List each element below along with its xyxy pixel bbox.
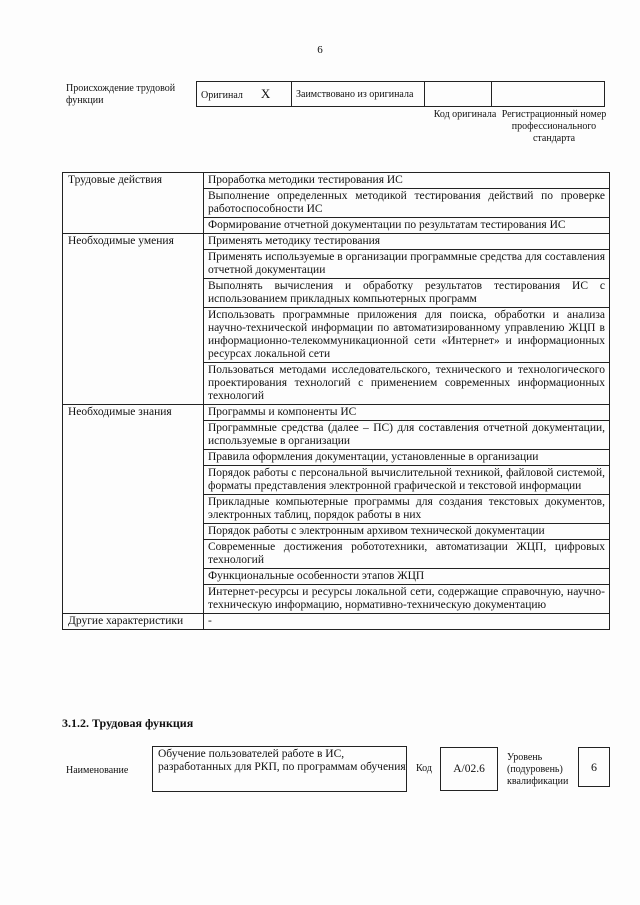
row-item: Прикладные компьютерные программы для создания текстовых документов, электронных таблиц, порядок работы в них: [204, 495, 610, 524]
row-item: Современные достижения робототехники, автоматизации ЖЦП, цифровых технологий: [204, 540, 610, 569]
row-item: Программные средства (далее – ПС) для составления отчетной документации, используемые в организации: [204, 421, 610, 450]
row-item: Проработка методики тестирования ИС: [204, 173, 610, 189]
row-item: Выполнение определенных методикой тестирования действий по проверке работоспособности ИС: [204, 189, 610, 218]
row-item: Применять используемые в организации программные средства для составления отчетной документации: [204, 250, 610, 279]
code-original-caption: Код оригинала: [433, 109, 497, 120]
row-item: Программы и компоненты ИС: [204, 405, 610, 421]
row-category: Необходимые знания: [63, 405, 204, 614]
row-item: Использовать программные приложения для поиска, обработки и анализа научно-технической информации по автоматизированному управлению ЖЦП в информационно-телекоммуникационной сети «Интернет» и информационных ресурсах локальной сети: [204, 308, 610, 363]
reg-number-cell: [492, 82, 605, 107]
table-row: [63, 614, 610, 630]
origin-table: [196, 81, 605, 107]
row-item: Интернет-ресурсы и ресурсы локальной сети, содержащие справочную, научно-техническую информацию, нормативно-техническую документацию: [204, 585, 610, 614]
table-row: [63, 405, 610, 421]
row-category: Другие характеристики: [63, 614, 204, 630]
code-original-cell: [425, 82, 492, 107]
function-code-box: А/02.6: [440, 747, 498, 791]
origin-label: Происхождение трудовой функции: [66, 83, 176, 106]
row-category: Необходимые умения: [63, 234, 204, 405]
row-item: Функциональные особенности этапов ЖЦП: [204, 569, 610, 585]
original-cell: [197, 82, 292, 107]
row-item: Порядок работы с персональной вычислительной техникой, файловой системой, форматы представления электронной графической и текстовой информации: [204, 466, 610, 495]
function-name-box: Обучение пользователей работе в ИС, разработанных для РКП, по программам обучения: [152, 746, 407, 792]
row-item: Правила оформления документации, установленные в организации: [204, 450, 610, 466]
table-row: [63, 173, 610, 189]
table-row: [63, 234, 610, 250]
level-label: Уровень (подуровень) квалификации: [507, 752, 569, 787]
row-item: -: [204, 614, 610, 630]
page-number: 6: [317, 44, 323, 56]
row-item: Выполнять вычисления и обработку результатов тестирования ИС с использованием прикладных компьютерных программ: [204, 279, 610, 308]
level-box: 6: [578, 747, 610, 787]
row-category: Трудовые действия: [63, 173, 204, 234]
borrowed-cell: Заимствовано из оригинала: [292, 82, 425, 107]
original-mark: X: [260, 85, 271, 101]
code-label: Код: [416, 763, 432, 774]
name-label: Наименование: [66, 765, 129, 776]
row-item: Применять методику тестирования: [204, 234, 610, 250]
original-label: Оригинал: [201, 89, 243, 101]
labor-function-table: [62, 172, 610, 630]
row-item: Формирование отчетной документации по результатам тестирования ИС: [204, 218, 610, 234]
row-item: Порядок работы с электронным архивом технической документации: [204, 524, 610, 540]
reg-number-caption: Регистрационный номер профессионального стандарта: [501, 109, 607, 144]
section-title: 3.1.2. Трудовая функция: [62, 716, 194, 730]
row-item: Пользоваться методами исследовательского, технического и технологического проектирования технологий с применением современных информационных технологий: [204, 363, 610, 405]
